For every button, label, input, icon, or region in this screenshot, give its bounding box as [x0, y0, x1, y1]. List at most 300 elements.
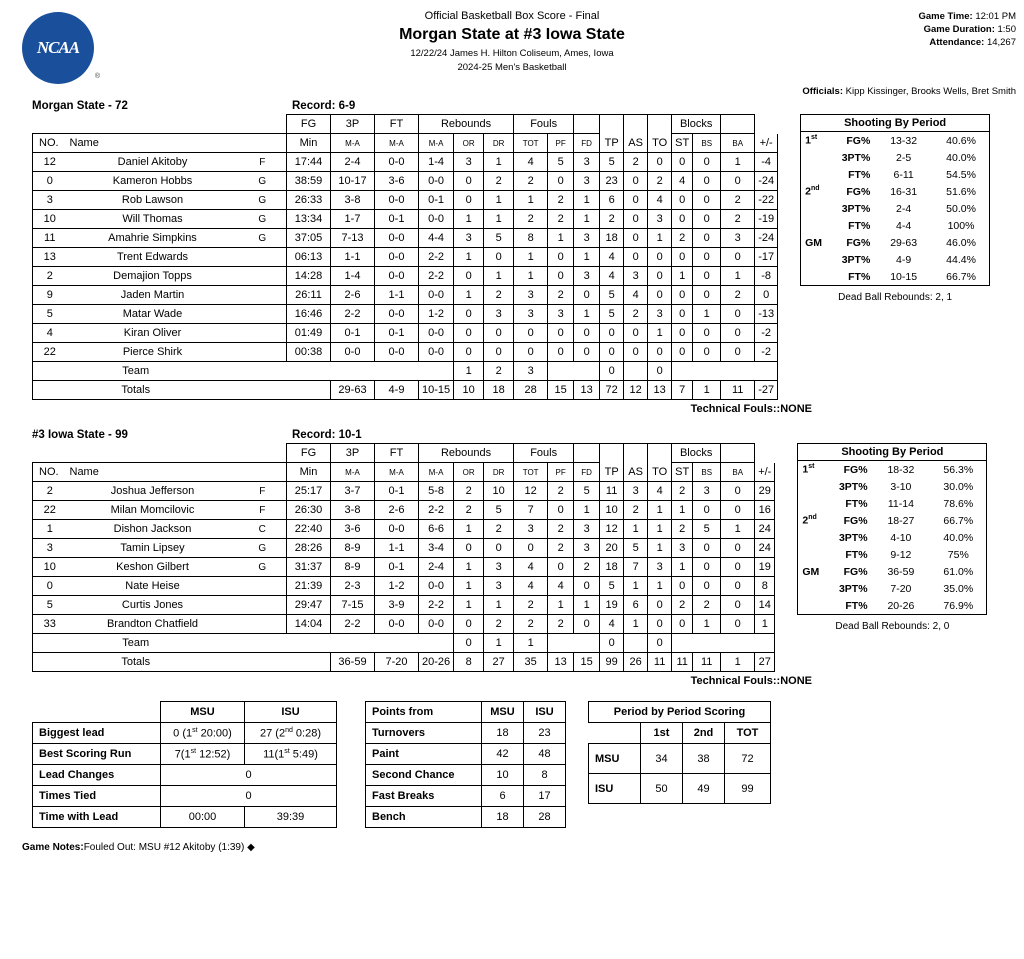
shooting-percent: 40.0% — [946, 151, 976, 164]
player-ba: 1 — [721, 520, 755, 539]
player-st: 2 — [672, 520, 693, 539]
player-position: G — [239, 229, 287, 248]
shooting-label: FT% — [848, 270, 871, 283]
player-as: 0 — [624, 343, 648, 362]
player-ft: 0-0 — [419, 577, 454, 596]
player-number: 22 — [33, 343, 67, 362]
player-position — [239, 248, 287, 267]
period-scoring-p2: 38 — [683, 744, 725, 774]
col-tp-top — [574, 115, 600, 134]
points-from-msu: 18 — [482, 807, 524, 828]
player-to: 2 — [648, 172, 672, 191]
player-fd: 3 — [574, 229, 600, 248]
points-from-table — [365, 701, 566, 828]
col-no: NO. — [33, 463, 67, 482]
totals-tp: 99 — [600, 653, 624, 672]
player-fg: 2-4 — [331, 153, 375, 172]
totals-to: 11 — [648, 653, 672, 672]
points-from-label: Second Chance — [366, 765, 482, 786]
player-tot: 7 — [514, 501, 548, 520]
player-as: 0 — [624, 172, 648, 191]
shooting-label: FT% — [845, 599, 868, 612]
leads-row-label: Biggest lead — [33, 723, 161, 744]
player-position — [239, 305, 287, 324]
shooting-made-attempted: 4-9 — [896, 253, 912, 266]
table-row[interactable] — [33, 210, 778, 229]
period-scoring-team: ISU — [589, 774, 641, 804]
player-or: 1 — [454, 248, 484, 267]
player-pm: 8 — [755, 577, 775, 596]
box-header-row — [33, 463, 775, 482]
player-3p: 0-0 — [375, 191, 419, 210]
player-number: 2 — [33, 482, 67, 501]
player-name: Joshua Jefferson — [67, 482, 239, 501]
table-row[interactable] — [33, 191, 778, 210]
table-row[interactable] — [33, 615, 775, 634]
col-group-ft: FT — [375, 115, 419, 134]
shooting-row — [798, 478, 986, 495]
player-to: 0 — [648, 343, 672, 362]
col-fd: FD — [574, 134, 600, 153]
shooting-label: FT% — [845, 548, 868, 561]
totals-st: 7 — [672, 381, 693, 400]
col-pm-top — [721, 115, 755, 134]
player-tp: 18 — [600, 558, 624, 577]
player-min: 28:26 — [287, 539, 331, 558]
player-to: 1 — [648, 501, 672, 520]
game-duration-value: 1:50 — [997, 24, 1016, 35]
player-ba: 0 — [721, 305, 755, 324]
player-or: 0 — [454, 324, 484, 343]
game-time-value: 12:01 PM — [975, 11, 1016, 22]
totals-pf: 15 — [548, 381, 574, 400]
player-3p: 0-0 — [375, 615, 419, 634]
totals-as: 26 — [624, 653, 648, 672]
shooting-made-attempted: 18-27 — [887, 514, 915, 527]
table-row — [33, 807, 337, 828]
col-to-top — [624, 444, 648, 463]
shooting-percent: 51.6% — [946, 185, 976, 198]
player-to: 0 — [648, 267, 672, 286]
player-min: 17:44 — [287, 153, 331, 172]
player-tp: 4 — [600, 267, 624, 286]
player-bs: 5 — [693, 520, 721, 539]
player-3p: 0-1 — [375, 558, 419, 577]
player-name: Amahrie Simpkins — [67, 229, 239, 248]
col-tp-top — [574, 444, 600, 463]
player-st: 0 — [672, 577, 693, 596]
table-row[interactable] — [33, 596, 775, 615]
player-or: 0 — [454, 267, 484, 286]
shooting-percent: 76.9% — [943, 599, 974, 612]
player-fd: 1 — [574, 596, 600, 615]
player-pf: 2 — [548, 615, 574, 634]
leads-corner — [33, 702, 161, 723]
player-dr: 1 — [484, 596, 514, 615]
player-as: 3 — [624, 482, 648, 501]
team-row-blank — [672, 634, 693, 653]
period-scoring-header-row — [589, 723, 771, 744]
player-bs: 2 — [693, 596, 721, 615]
player-pm: 24 — [755, 520, 775, 539]
player-fg: 3-6 — [331, 520, 375, 539]
shooting-label: FT% — [848, 168, 871, 181]
player-fg: 0-1 — [331, 324, 375, 343]
game-venue: 12/22/24 James H. Hilton Coliseum, Ames, Iowa — [410, 48, 614, 59]
player-fd: 3 — [574, 520, 600, 539]
period-scoring-tot: 72 — [725, 744, 771, 774]
player-pm: -24 — [755, 172, 778, 191]
player-ft: 0-0 — [419, 615, 454, 634]
player-to: 1 — [648, 577, 672, 596]
player-name: Matar Wade — [67, 305, 239, 324]
table-row — [366, 744, 566, 765]
points-from-isu: 48 — [524, 744, 566, 765]
player-to: 1 — [648, 229, 672, 248]
col-group-fg: FG — [287, 115, 331, 134]
shooting-row — [798, 512, 986, 529]
leads-row-label: Times Tied — [33, 786, 161, 807]
leads-col-msu: MSU — [161, 702, 245, 723]
team-row-to: 0 — [648, 634, 672, 653]
shooting-made-attempted: 2-5 — [896, 151, 912, 164]
team-row-tp: 0 — [600, 362, 624, 381]
col-pm-top — [721, 444, 755, 463]
totals-st: 11 — [672, 653, 693, 672]
team-row-tot: 1 — [514, 634, 548, 653]
player-bs: 0 — [693, 153, 721, 172]
shooting-period: 2nd — [802, 514, 817, 527]
player-pm: 19 — [755, 558, 775, 577]
player-ft: 2-2 — [419, 248, 454, 267]
shooting-period — [798, 597, 823, 614]
player-min: 21:39 — [287, 577, 331, 596]
player-ba: 0 — [721, 577, 755, 596]
team-row-or: 0 — [454, 634, 484, 653]
player-dr: 10 — [484, 482, 514, 501]
player-bs: 3 — [693, 482, 721, 501]
player-position — [239, 577, 287, 596]
player-to: 4 — [648, 482, 672, 501]
player-dr: 0 — [484, 539, 514, 558]
leads-col-isu: ISU — [245, 702, 337, 723]
table-row — [366, 765, 566, 786]
table-row[interactable] — [33, 305, 778, 324]
player-position: G — [239, 558, 287, 577]
player-tp: 20 — [600, 539, 624, 558]
player-position — [239, 343, 287, 362]
player-tot: 2 — [514, 615, 548, 634]
player-name: Will Thomas — [67, 210, 239, 229]
player-ft: 2-4 — [419, 558, 454, 577]
officials-label: Officials: — [802, 86, 843, 97]
team-row-blank — [419, 362, 454, 381]
page-header — [0, 0, 1024, 100]
shooting-label: FT% — [845, 497, 868, 510]
player-tp: 5 — [600, 305, 624, 324]
shooting-row — [801, 234, 989, 251]
player-to: 0 — [648, 153, 672, 172]
player-min: 31:37 — [287, 558, 331, 577]
points-from-col-msu: MSU — [482, 702, 524, 723]
team-record-0: Record: 6-9 — [292, 100, 356, 112]
col-as: AS — [624, 134, 648, 153]
player-3p: 1-1 — [375, 539, 419, 558]
player-pm: -4 — [755, 153, 778, 172]
player-3p: 0-0 — [375, 153, 419, 172]
table-row[interactable] — [33, 482, 775, 501]
player-bs: 0 — [693, 267, 721, 286]
player-number: 11 — [33, 229, 67, 248]
team-row-tot: 3 — [514, 362, 548, 381]
player-or: 1 — [454, 520, 484, 539]
table-row[interactable] — [33, 539, 775, 558]
player-fg: 1-7 — [331, 210, 375, 229]
player-as: 1 — [624, 520, 648, 539]
player-to: 0 — [648, 286, 672, 305]
totals-pf: 13 — [548, 653, 574, 672]
shooting-title-1: Shooting By Period — [798, 444, 986, 461]
player-name: Kiran Oliver — [67, 324, 239, 343]
player-position — [239, 286, 287, 305]
points-from-isu: 23 — [524, 723, 566, 744]
table-row[interactable] — [33, 501, 775, 520]
player-pm: -13 — [755, 305, 778, 324]
player-tot: 3 — [514, 305, 548, 324]
player-st: 0 — [672, 153, 693, 172]
col-as-top — [600, 115, 624, 134]
player-tot: 0 — [514, 324, 548, 343]
totals-to: 13 — [648, 381, 672, 400]
team-heading-0 — [32, 100, 1024, 112]
table-row[interactable] — [33, 558, 775, 577]
player-3p: 2-6 — [375, 501, 419, 520]
player-name: Demajion Topps — [67, 267, 239, 286]
player-ba: 0 — [721, 615, 755, 634]
totals-dr: 18 — [484, 381, 514, 400]
player-dr: 3 — [484, 577, 514, 596]
player-pm: 0 — [755, 286, 778, 305]
points-from-msu: 18 — [482, 723, 524, 744]
shooting-percent: 100% — [947, 219, 975, 232]
totals-ft: 20-26 — [419, 653, 454, 672]
totals-dr: 27 — [484, 653, 514, 672]
points-from-label: Turnovers — [366, 723, 482, 744]
player-min: 16:46 — [287, 305, 331, 324]
player-st: 3 — [672, 539, 693, 558]
shooting-title-0: Shooting By Period — [801, 115, 989, 132]
col-dr: DR — [484, 134, 514, 153]
period-scoring-team: MSU — [589, 744, 641, 774]
player-ba: 2 — [721, 286, 755, 305]
shooting-row — [798, 495, 986, 512]
player-tp: 11 — [600, 482, 624, 501]
points-from-msu: 6 — [482, 786, 524, 807]
player-fg: 7-13 — [331, 229, 375, 248]
player-name: Kameron Hobbs — [67, 172, 239, 191]
team-row-blank — [331, 362, 375, 381]
dead-ball-rebounds-0: Dead Ball Rebounds: 2, 1 — [838, 292, 953, 303]
game-time-label: Game Time: — [918, 11, 973, 22]
team-row-blank — [755, 362, 778, 381]
player-pm: 1 — [755, 615, 775, 634]
shooting-label: FG% — [846, 134, 871, 147]
leads-row-msu: 00:00 — [161, 807, 245, 828]
shooting-made-attempted: 4-4 — [896, 219, 912, 232]
shooting-label: FG% — [843, 514, 868, 527]
period-scoring-col-tot: TOT — [725, 723, 771, 744]
player-dr: 2 — [484, 520, 514, 539]
col-name: Name — [67, 134, 287, 153]
table-row[interactable] — [33, 520, 775, 539]
player-tot: 2 — [514, 210, 548, 229]
player-tp: 2 — [600, 210, 624, 229]
player-or: 0 — [454, 305, 484, 324]
col-tp: TP — [600, 134, 624, 153]
table-row[interactable] — [33, 248, 778, 267]
player-position — [239, 324, 287, 343]
shooting-period — [801, 217, 826, 234]
player-or: 1 — [454, 558, 484, 577]
shooting-made-attempted: 29-63 — [890, 236, 918, 249]
player-or: 2 — [454, 482, 484, 501]
player-as: 5 — [624, 539, 648, 558]
col-ft-sub: M-A — [419, 463, 454, 482]
player-ft: 5-8 — [419, 482, 454, 501]
player-fg: 2-3 — [331, 577, 375, 596]
player-pf: 0 — [548, 172, 574, 191]
team-row-blank — [287, 362, 331, 381]
shooting-period — [801, 200, 826, 217]
team-row-blank — [548, 362, 574, 381]
player-3p: 0-0 — [375, 343, 419, 362]
table-row[interactable] — [33, 324, 778, 343]
period-scoring-corner — [589, 723, 641, 744]
points-from-isu: 28 — [524, 807, 566, 828]
player-bs: 0 — [693, 191, 721, 210]
totals-label: Totals — [33, 381, 239, 400]
col-no: NO. — [33, 134, 67, 153]
leads-row-value: 0 — [161, 765, 337, 786]
player-to: 3 — [648, 210, 672, 229]
player-position: G — [239, 172, 287, 191]
player-ba: 0 — [721, 248, 755, 267]
col-bs: BS — [693, 463, 721, 482]
totals-blank — [287, 653, 331, 672]
player-fd: 3 — [574, 172, 600, 191]
col-tot: TOT — [514, 463, 548, 482]
player-dr: 3 — [484, 305, 514, 324]
player-min: 00:38 — [287, 343, 331, 362]
player-to: 1 — [648, 324, 672, 343]
totals-bs: 11 — [693, 653, 721, 672]
player-as: 3 — [624, 267, 648, 286]
table-row[interactable] — [33, 577, 775, 596]
table-row[interactable] — [33, 286, 778, 305]
team-row-dr: 1 — [484, 634, 514, 653]
table-row[interactable] — [33, 229, 778, 248]
player-pf: 2 — [548, 520, 574, 539]
table-row[interactable] — [33, 153, 778, 172]
shooting-percent: 56.3% — [943, 463, 974, 476]
points-from-isu: 8 — [524, 765, 566, 786]
player-ba: 3 — [721, 229, 755, 248]
table-row[interactable] — [33, 343, 778, 362]
player-st: 2 — [672, 596, 693, 615]
player-fg: 10-17 — [331, 172, 375, 191]
player-as: 0 — [624, 248, 648, 267]
player-min: 22:40 — [287, 520, 331, 539]
leads-row-msu: 0 (1st 20:00) — [161, 723, 245, 744]
player-as: 0 — [624, 191, 648, 210]
player-fg: 3-7 — [331, 482, 375, 501]
season-label: 2024-25 Men's Basketball — [457, 62, 567, 73]
player-as: 2 — [624, 153, 648, 172]
shooting-percent: 54.5% — [946, 168, 976, 181]
player-tp: 5 — [600, 286, 624, 305]
player-pf: 2 — [548, 539, 574, 558]
col-pm: +/- — [755, 134, 778, 153]
player-pf: 0 — [548, 558, 574, 577]
player-pf: 4 — [548, 577, 574, 596]
player-tot: 4 — [514, 153, 548, 172]
shooting-percent: 50.0% — [946, 202, 976, 215]
player-position — [239, 596, 287, 615]
team-row-blank — [375, 634, 419, 653]
player-tp: 6 — [600, 191, 624, 210]
player-name: Rob Lawson — [67, 191, 239, 210]
table-row[interactable] — [33, 172, 778, 191]
totals-blank — [239, 381, 287, 400]
leads-table — [32, 701, 337, 828]
team-row-blank — [548, 634, 574, 653]
player-bs: 0 — [693, 501, 721, 520]
player-pm: -22 — [755, 191, 778, 210]
totals-as: 12 — [624, 381, 648, 400]
spacer — [67, 115, 239, 134]
player-pf: 0 — [548, 324, 574, 343]
player-or: 3 — [454, 229, 484, 248]
player-3p: 0-0 — [375, 305, 419, 324]
shooting-label: 3PT% — [841, 151, 871, 164]
team-row-blank — [624, 362, 648, 381]
player-ba: 0 — [721, 501, 755, 520]
col-min: Min — [287, 134, 331, 153]
player-bs: 0 — [693, 210, 721, 229]
player-bs: 0 — [693, 324, 721, 343]
player-or: 0 — [454, 539, 484, 558]
player-ba: 0 — [721, 539, 755, 558]
player-min: 13:34 — [287, 210, 331, 229]
player-number: 5 — [33, 305, 67, 324]
col-ba: BA — [721, 134, 755, 153]
player-tp: 5 — [600, 577, 624, 596]
player-ba: 0 — [721, 172, 755, 191]
points-from-isu: 17 — [524, 786, 566, 807]
table-row[interactable] — [33, 267, 778, 286]
col-name: Name — [67, 463, 287, 482]
player-name: Jaden Martin — [67, 286, 239, 305]
col-3p-sub: M-A — [375, 463, 419, 482]
player-fd: 3 — [574, 267, 600, 286]
player-st: 1 — [672, 267, 693, 286]
player-to: 1 — [648, 520, 672, 539]
player-ba: 2 — [721, 210, 755, 229]
player-pm: -2 — [755, 343, 778, 362]
player-st: 0 — [672, 324, 693, 343]
player-position: C — [239, 520, 287, 539]
player-dr: 2 — [484, 172, 514, 191]
